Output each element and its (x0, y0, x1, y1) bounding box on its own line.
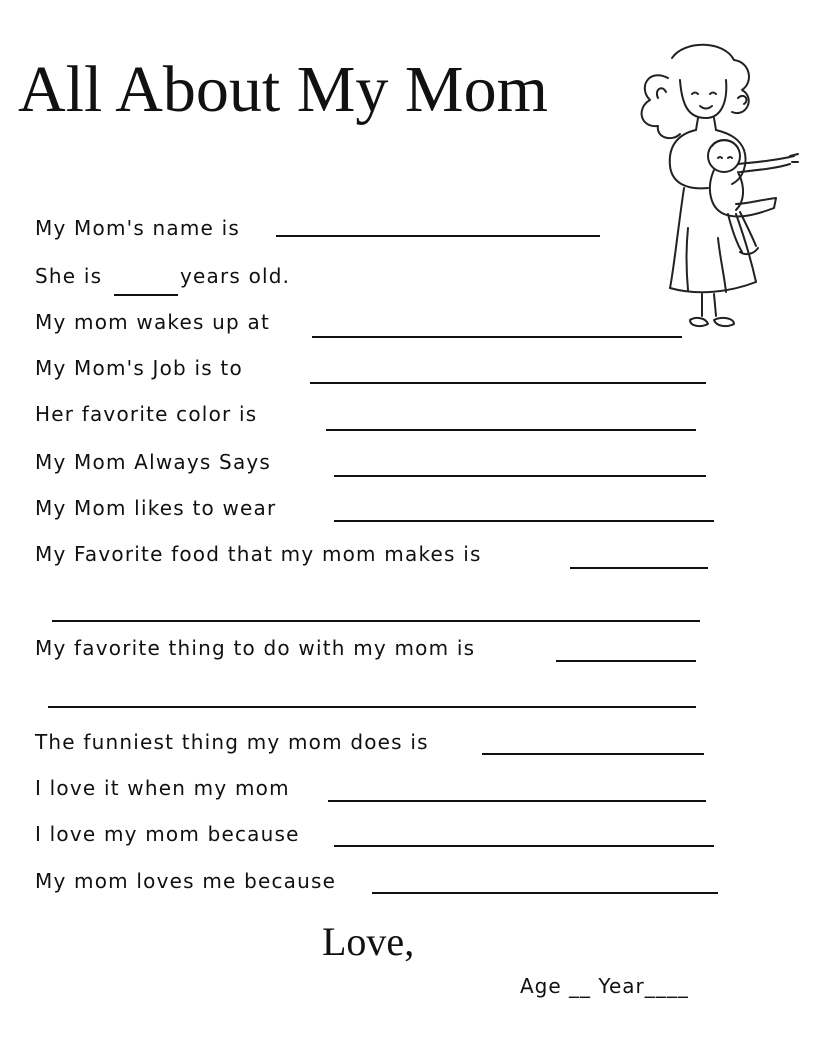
prompt-says: My Mom Always Says (35, 450, 272, 474)
answer-line-love-when[interactable] (328, 800, 706, 802)
prompt-age-suffix: years old. (180, 264, 291, 288)
answer-line-loves-me[interactable] (372, 892, 718, 894)
prompt-color: Her favorite color is (35, 402, 258, 426)
answer-line-says[interactable] (334, 475, 706, 477)
answer-line-thing-continued[interactable] (48, 706, 696, 708)
age-year-footer: Age __ Year____ (520, 974, 689, 998)
answer-line-age[interactable] (114, 294, 178, 296)
answer-line-funniest[interactable] (482, 753, 704, 755)
prompt-thing: My favorite thing to do with my mom is (35, 636, 476, 660)
prompt-food: My Favorite food that my mom makes is (35, 542, 482, 566)
answer-line-food-continued[interactable] (52, 620, 700, 622)
closing-love: Love, (322, 919, 415, 964)
page-title: All About My Mom (18, 53, 548, 126)
prompt-funniest: The funniest thing my mom does is (35, 730, 429, 754)
answer-line-mom-name[interactable] (276, 235, 600, 237)
answer-line-wakes[interactable] (312, 336, 682, 338)
answer-line-food[interactable] (570, 567, 708, 569)
prompt-because: I love my mom because (35, 822, 300, 846)
prompt-wear: My Mom likes to wear (35, 496, 277, 520)
mother-holding-child-icon (628, 38, 800, 330)
prompt-age-prefix: She is (35, 264, 103, 288)
answer-line-wear[interactable] (334, 520, 714, 522)
prompt-loves-me: My mom loves me because (35, 869, 337, 893)
answer-line-because[interactable] (334, 845, 714, 847)
prompt-mom-name: My Mom's name is (35, 216, 240, 240)
answer-line-thing[interactable] (556, 660, 696, 662)
prompt-job: My Mom's Job is to (35, 356, 243, 380)
answer-line-color[interactable] (326, 429, 696, 431)
answer-line-job[interactable] (310, 382, 706, 384)
prompt-wakes: My mom wakes up at (35, 310, 270, 334)
prompt-love-when: I love it when my mom (35, 776, 290, 800)
